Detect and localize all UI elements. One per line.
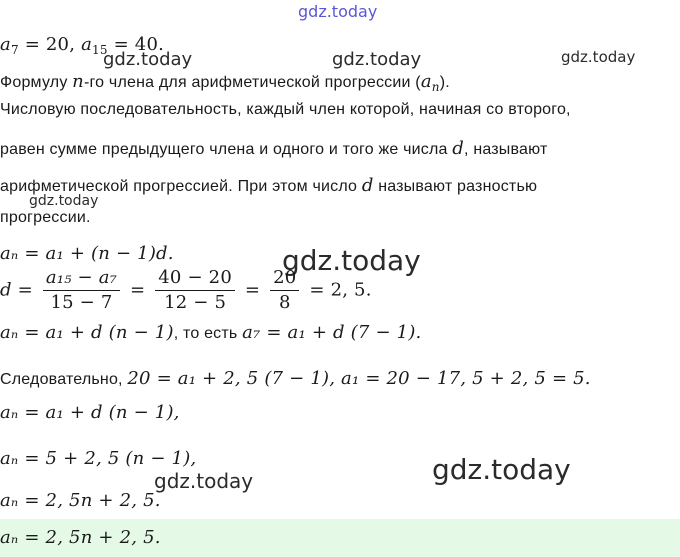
formula-for-a7: aₙ = a₁ + d (n − 1), то есть a₇ = a₁ + d (7 − 1). <box>0 322 422 343</box>
watermark: gdz.today <box>154 469 254 493</box>
final-answer: aₙ = 2, 5n + 2, 5. <box>0 527 161 548</box>
watermark: gdz.today <box>432 453 571 486</box>
watermark: gdz.today <box>103 49 193 70</box>
definition-line-3: арифметической прогрессией. При этом число d называют разностью <box>0 175 538 196</box>
watermark: gdz.today <box>332 49 422 70</box>
watermark-top: gdz.today <box>298 2 378 21</box>
watermark: gdz.today <box>282 244 421 277</box>
formula-intro: Формулу n-го члена для арифметической прогрессии $(a_n)$. <box>0 71 450 94</box>
given-values: $a_7 = 20$, $a_{15} = 40$. <box>0 34 165 57</box>
formula-step-2: aₙ = 5 + 2, 5 (n − 1), <box>0 448 197 469</box>
definition-line-1: Числовую последовательность, каждый член которой, начиная со второго, <box>0 101 571 118</box>
formula-step-3: aₙ = 2, 5n + 2, 5. <box>0 490 161 511</box>
first-term-calculation: Следовательно, 20 = a₁ + 2, 5 (7 − 1), a₁ = 20 − 17, 5 + 2, 5 = 5. <box>0 368 591 389</box>
watermark: gdz.today <box>29 193 99 209</box>
definition-line-4: прогрессии. <box>0 209 91 226</box>
formula-step-1: aₙ = a₁ + d (n − 1), <box>0 402 180 423</box>
general-formula: aₙ = a₁ + (n − 1)d. <box>0 243 174 264</box>
definition-line-2: равен сумме предыдущего члена и одного и того же числа d, называют <box>0 138 548 159</box>
difference-calculation: d = $\frac{\text{a₁₅ − a₇}}{15 - 7}$ = $\frac{40 - 20}{12 - 5}$ = $\frac{20}{8}$ = 2, 5. <box>0 267 372 313</box>
watermark: gdz.today <box>561 48 636 66</box>
